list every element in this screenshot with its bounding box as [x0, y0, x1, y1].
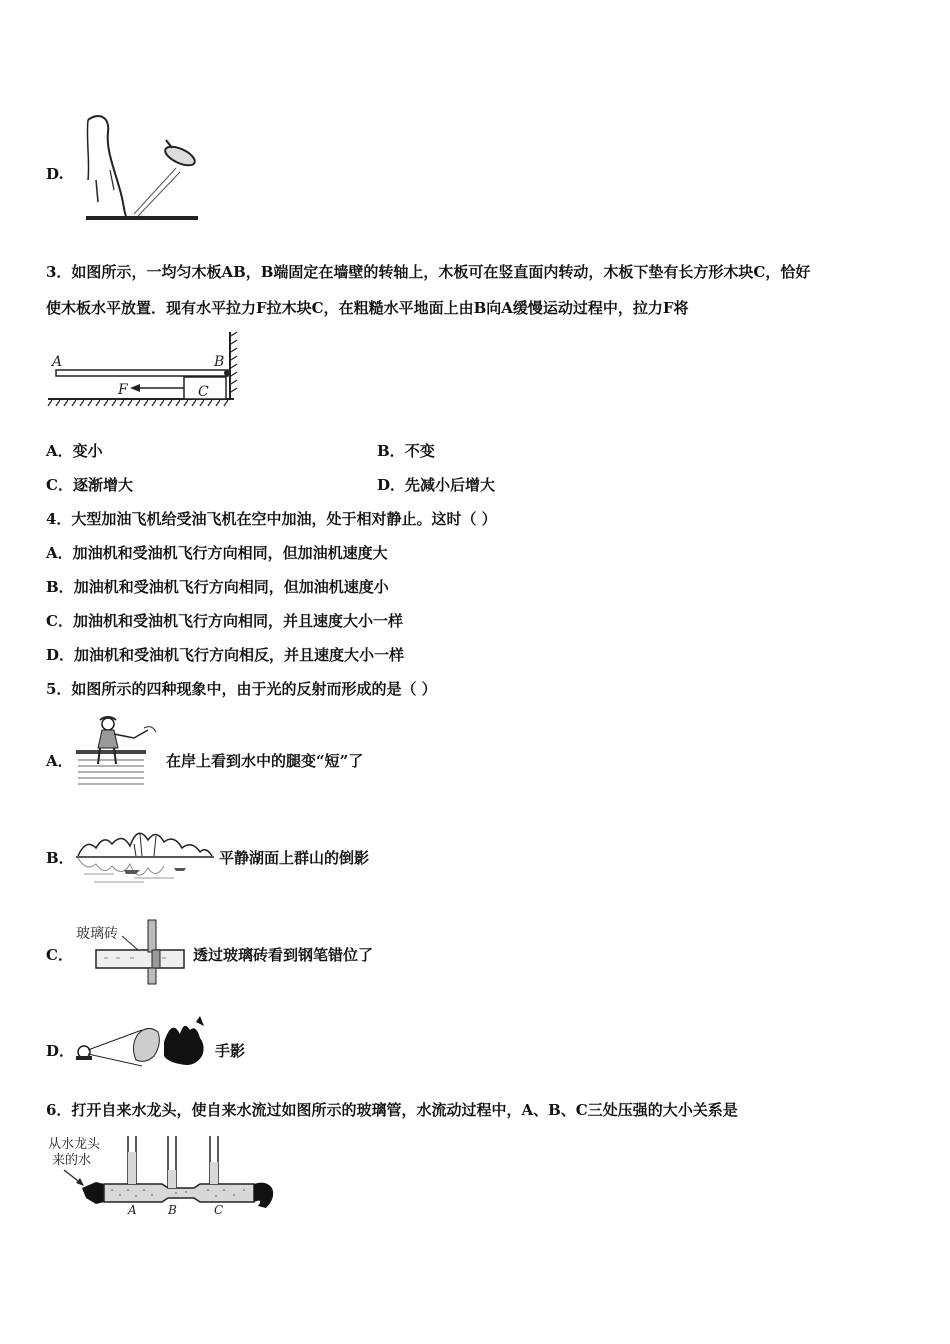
- q4-option-d-text: 加油机和受油机飞行方向相反，并且速度大小一样: [74, 646, 405, 664]
- q3-option-c-text: 逐渐增大: [72, 476, 133, 494]
- q5-option-d-caption: 手影: [215, 1042, 246, 1060]
- q4-option-d-label: D．: [46, 646, 75, 664]
- q3-label-a: A: [52, 354, 63, 370]
- q4-stem: 4．大型加油飞机给受油飞机在空中加油，处于相对静止。这时（ ）: [46, 510, 497, 528]
- q5-option-c-figure: [74, 918, 190, 988]
- q3-option-d: [377, 475, 495, 495]
- q3-option-a: [46, 441, 103, 461]
- q3-label-c: C: [198, 384, 209, 400]
- q4-option-b-label: B．: [46, 578, 74, 596]
- q5-option-a-figure: [76, 716, 158, 788]
- q6-pipe-figure: [44, 1132, 276, 1218]
- q6-label-source-2: 来的水: [52, 1153, 92, 1168]
- q3-option-a-text: 变小: [72, 442, 103, 460]
- q4-option-a-text: 加油机和受油机飞行方向相同，但加油机速度大: [72, 544, 388, 562]
- q3-stem-line2: 使木板水平放置．现有水平拉力F拉木块C，在粗糙水平地面上由B向A缓慢运动过程中，拉力F将: [46, 299, 689, 317]
- q4-option-b: [46, 577, 389, 597]
- q4-option-d: [46, 645, 404, 665]
- q3-option-b-label: B．: [377, 442, 405, 460]
- q4-option-c: [46, 611, 403, 631]
- q4-option-b-text: 加油机和受油机飞行方向相同，但加油机速度小: [73, 578, 389, 596]
- q3-label-b: B: [214, 354, 225, 370]
- q3-label-f: F: [118, 382, 128, 398]
- q4-option-a: [46, 543, 388, 563]
- q6-label-a: A: [128, 1203, 137, 1217]
- q5-option-a-label: A．: [46, 752, 73, 770]
- q5-option-d-figure: [72, 1016, 210, 1072]
- q5-option-b-caption: 平静湖面上群山的倒影: [219, 849, 370, 867]
- q5-option-d-label: D．: [46, 1042, 75, 1060]
- q3-option-b-text: 不变: [404, 442, 435, 460]
- q6-label-b: B: [168, 1203, 177, 1217]
- q5-stem: 5．如图所示的四种现象中，由于光的反射而形成的是（ ）: [46, 680, 437, 698]
- q4-option-a-label: A．: [46, 544, 73, 562]
- q3-option-a-label: A．: [46, 442, 73, 460]
- q3-lever-figure: [44, 328, 244, 410]
- q3-option-c-label: C．: [46, 476, 73, 494]
- q4-option-c-label: C．: [46, 612, 73, 630]
- q5-option-c-caption: 透过玻璃砖看到钢笔错位了: [193, 946, 374, 964]
- q5-option-c-label: C．: [46, 946, 73, 964]
- q5-option-b-label: B．: [46, 849, 74, 867]
- q6-label-source-1: 从水龙头: [48, 1137, 101, 1152]
- q3-option-b: [377, 441, 435, 461]
- q2-option-d-label: D.: [46, 165, 64, 183]
- q3-option-d-text: 先减小后增大: [405, 476, 496, 494]
- q6-label-c: C: [214, 1203, 224, 1217]
- q5-option-a-caption: 在岸上看到水中的腿变“短”了: [166, 752, 364, 770]
- q5-option-b-figure: [74, 820, 216, 888]
- q3-option-c: [46, 475, 133, 495]
- q6-stem: 6．打开自来水龙头，使自来水流过如图所示的玻璃管，水流动过程中，A、B、C三处压强的大小关系是: [46, 1101, 738, 1119]
- q2-option-d-figure: [80, 110, 205, 225]
- q4-option-c-text: 加油机和受油机飞行方向相同，并且速度大小一样: [72, 612, 403, 630]
- q3-option-d-label: D．: [377, 476, 406, 494]
- q3-stem-line1: 3．如图所示，一均匀木板AB，B端固定在墙壁的转轴上，木板可在竖直面内转动，木板下垫有长方形木块C，恰好: [46, 263, 811, 281]
- q5-option-c-figure-label: 玻璃砖: [76, 926, 118, 942]
